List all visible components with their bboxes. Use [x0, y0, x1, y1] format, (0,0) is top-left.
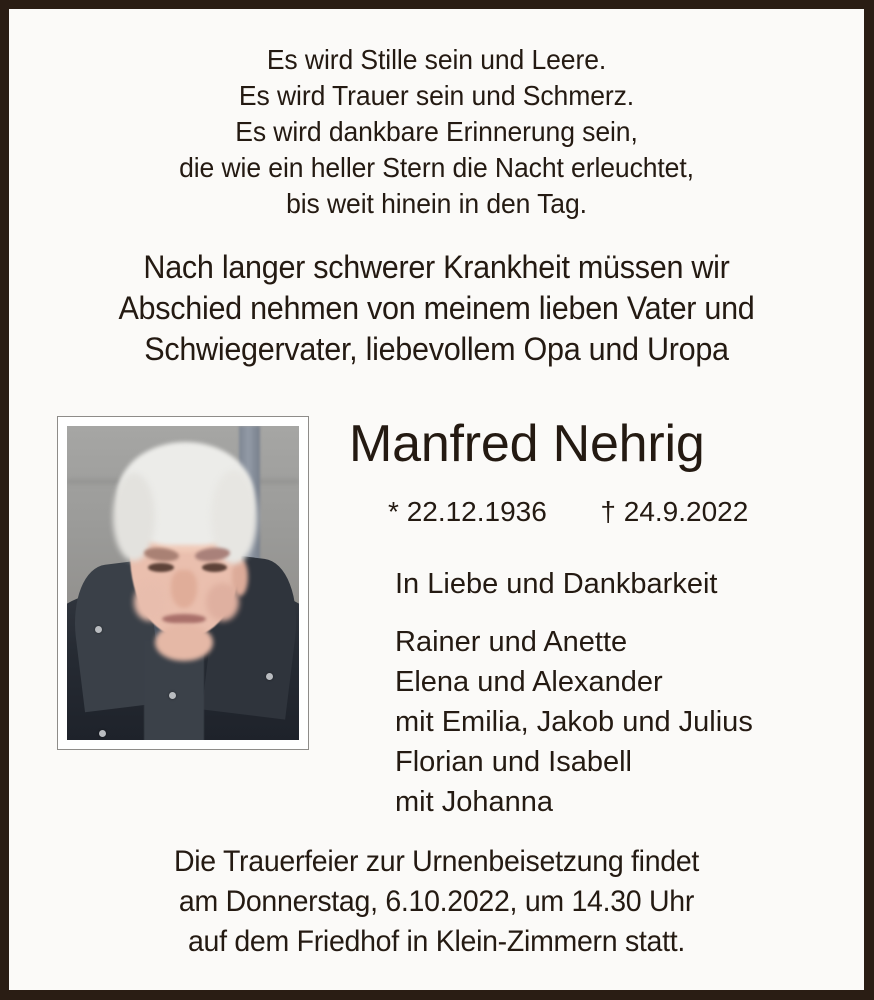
poem-line: bis weit hinein in den Tag. — [286, 188, 587, 219]
poem-line: Es wird dankbare Erinnerung sein, — [235, 116, 638, 147]
photo-eye-left — [148, 563, 174, 572]
intro-line: Schwiegervater, liebevollem Opa und Uropa — [144, 331, 729, 367]
family-line: mit Johanna — [395, 786, 553, 818]
poem-line: die wie ein heller Stern die Nacht erleuchtet, — [179, 152, 694, 183]
funeral-line: auf dem Friedhof in Klein-Zimmern statt. — [187, 925, 686, 958]
intro-paragraph — [28, 247, 845, 370]
family-line: Florian und Isabell — [395, 746, 632, 778]
funeral-details — [30, 842, 842, 962]
photo-eye-right — [202, 563, 228, 572]
deceased-name: Manfred Nehrig — [349, 415, 705, 473]
intro-line: Nach langer schwerer Krankheit müssen wir — [143, 249, 730, 285]
photo-nose — [171, 570, 197, 608]
dedication-text: In Liebe und Dankbarkeit — [395, 568, 718, 600]
notice-card — [9, 9, 864, 990]
poem-line: Es wird Stille sein und Leere. — [266, 44, 607, 75]
poem-block — [24, 42, 849, 222]
poem-line: Es wird Trauer sein und Schmerz. — [238, 80, 635, 111]
photo-cheek-left — [134, 583, 166, 621]
funeral-line: am Donnerstag, 6.10.2022, um 14.30 Uhr — [178, 885, 695, 918]
cross-symbol-icon: † — [600, 496, 616, 527]
birth-date: 22.12.1936 — [406, 496, 547, 527]
family-line: Rainer und Anette — [395, 626, 628, 658]
portrait-frame — [57, 416, 309, 750]
family-line: mit Emilia, Jakob und Julius — [395, 706, 753, 738]
funeral-line: Die Trauerfeier zur Urnenbeisetzung findet — [173, 845, 700, 878]
life-dates — [388, 495, 748, 529]
portrait-photo — [67, 426, 299, 740]
family-line: Elena und Alexander — [395, 666, 663, 698]
death-date: 24.9.2022 — [623, 496, 749, 527]
family-list — [395, 622, 753, 822]
birth-symbol-icon: * — [388, 496, 399, 527]
intro-line: Abschied nehmen von meinem lieben Vater und — [118, 290, 755, 326]
